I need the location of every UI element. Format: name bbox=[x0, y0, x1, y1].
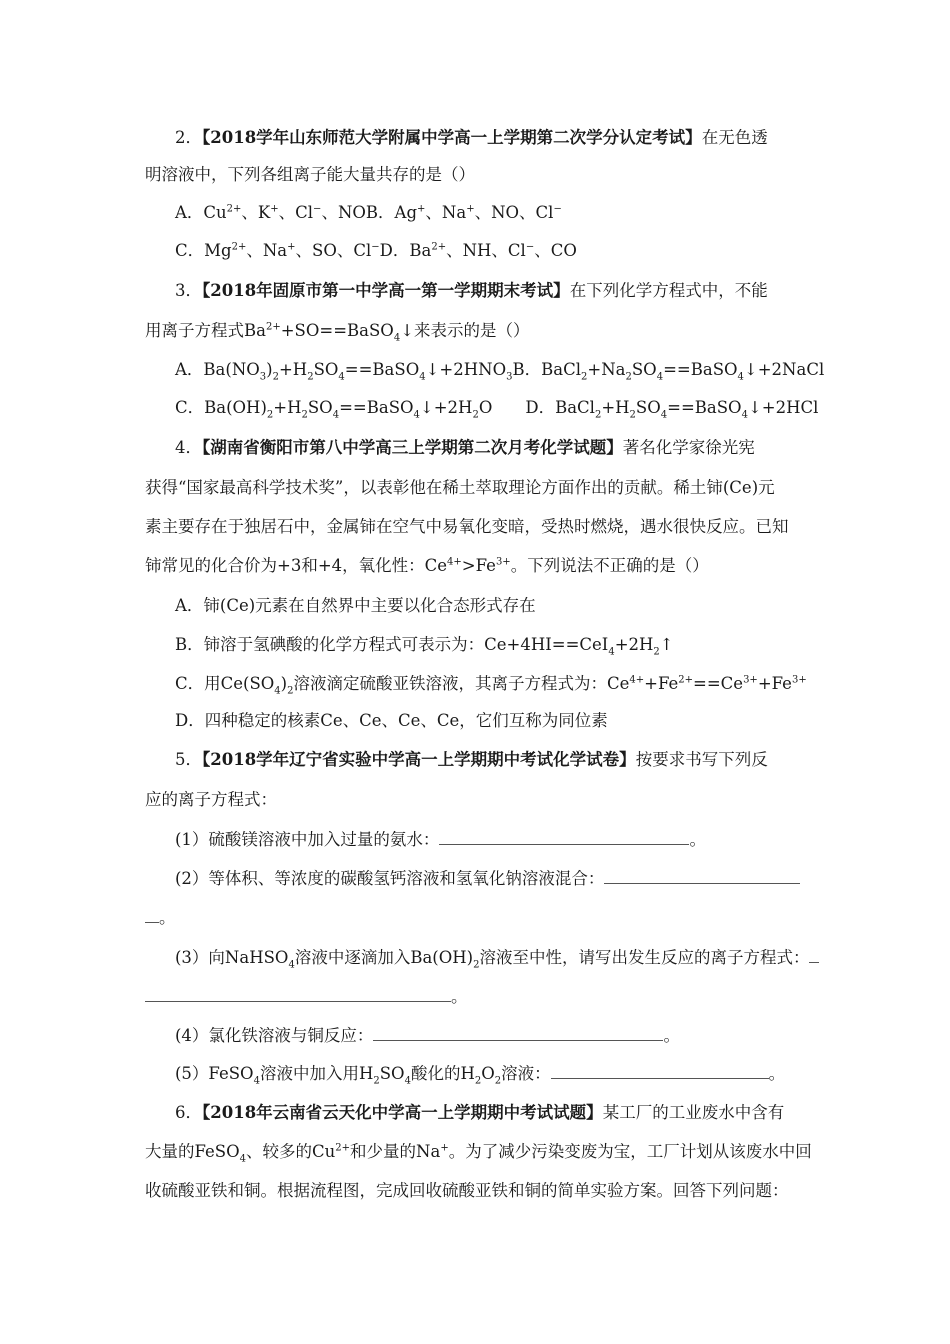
q5-sub: 2 bbox=[473, 959, 480, 971]
q4-option-b bbox=[175, 634, 810, 656]
q5-stem: 应的离子方程式： bbox=[145, 790, 277, 809]
q3-sub: 4 bbox=[656, 371, 664, 383]
q6-sup: + bbox=[440, 1142, 449, 1154]
q2-text: C．Mg bbox=[175, 241, 232, 260]
q3-line-1 bbox=[175, 280, 810, 302]
q2-stem: 在无色透 bbox=[701, 128, 768, 147]
q3-sub: 4 bbox=[737, 371, 744, 383]
q4-source: 【湖南省衡阳市第八中学高三上学期第二次月考化学试题】 bbox=[202, 438, 623, 457]
q2-text: 、K bbox=[241, 203, 271, 222]
q4-sub: 2 bbox=[653, 646, 660, 658]
q3-text: +SO==BaSO bbox=[280, 321, 394, 340]
q4-line-1 bbox=[175, 437, 810, 459]
q3-sub: 2 bbox=[629, 409, 636, 421]
q3-text: B．BaCl bbox=[512, 360, 581, 379]
q3-text: SO bbox=[307, 398, 333, 417]
q5-text: 溶液中加入用H bbox=[259, 1064, 374, 1083]
q3-source: 【2018年固原市第一中学高一第一学期期末考试】 bbox=[202, 281, 570, 300]
q5-item-2 bbox=[175, 867, 810, 890]
q2-text: 、CO bbox=[534, 241, 577, 260]
q5-item-3 bbox=[175, 946, 810, 969]
q2-sup: − bbox=[313, 203, 322, 215]
q3-sub: 4 bbox=[741, 409, 748, 421]
q3-text: ==BaSO bbox=[339, 398, 414, 417]
q4-text: +2H bbox=[614, 635, 654, 654]
q3-text: ↓+2NaCl bbox=[743, 360, 825, 379]
q3-text: +H bbox=[273, 398, 302, 417]
q3-sub: 2 bbox=[301, 409, 308, 421]
q3-sub: 2 bbox=[266, 409, 274, 421]
q5-sub: 2 bbox=[373, 1075, 380, 1087]
q2-sup: + bbox=[287, 241, 296, 253]
q4-line-4 bbox=[145, 555, 810, 577]
q3-line-2 bbox=[145, 320, 810, 342]
answer-blank[interactable] bbox=[551, 1062, 769, 1079]
q4-text: +Fe bbox=[757, 674, 792, 693]
q3-text: ==BaSO bbox=[663, 360, 738, 379]
answer-blank[interactable] bbox=[439, 828, 689, 845]
q2-sup: − bbox=[371, 241, 380, 253]
q2-text: 、SO、Cl bbox=[295, 241, 372, 260]
q4-sub: 2 bbox=[287, 685, 294, 697]
q5-text: 溶液至中性，请写出发生反应的离子方程式： bbox=[479, 948, 810, 967]
q3-text: ↓+2H bbox=[419, 398, 473, 417]
q5-source: 【2018学年辽宁省实验中学高一上学期期中考试化学试卷】 bbox=[202, 750, 636, 769]
answer-blank[interactable] bbox=[809, 946, 819, 963]
q3-sup: 2+ bbox=[265, 321, 281, 333]
q3-options-ab bbox=[175, 359, 825, 383]
answer-blank[interactable] bbox=[145, 906, 159, 923]
q4-line-2 bbox=[145, 477, 810, 499]
q5-text: 。 bbox=[663, 1026, 680, 1045]
q3-text: SO bbox=[313, 360, 339, 379]
q5-item-5 bbox=[175, 1062, 810, 1085]
q4-number: 4． bbox=[175, 438, 202, 457]
q4-sup: 2+ bbox=[678, 674, 694, 686]
q5-item-3-cont bbox=[145, 985, 810, 1008]
q2-options-ab bbox=[175, 202, 810, 224]
q2-text: 、NH、Cl bbox=[446, 241, 526, 260]
q3-text: SO bbox=[631, 360, 657, 379]
q5-text: 。 bbox=[451, 987, 468, 1006]
q2-text: 、NOB．Ag bbox=[321, 203, 418, 222]
q5-item-2-cont bbox=[145, 906, 810, 929]
q6-text: 、较多的Cu bbox=[246, 1142, 336, 1161]
q3-text: ==BaSO bbox=[344, 360, 420, 379]
q3-number: 3． bbox=[175, 281, 202, 300]
q4-text: 溶液滴定硫酸亚铁溶液，其离子方程式为：Ce bbox=[293, 674, 630, 693]
answer-blank[interactable] bbox=[604, 867, 800, 884]
q2-text: 、NO、Cl bbox=[474, 203, 554, 222]
q5-stem: 按要求书写下列反 bbox=[635, 750, 768, 769]
q5-sub: 4 bbox=[288, 959, 295, 971]
q3-sub: 2 bbox=[594, 409, 602, 421]
q2-sup: + bbox=[270, 203, 279, 215]
q3-options-cd bbox=[175, 397, 819, 421]
q3-text: +Na bbox=[587, 360, 626, 379]
q5-item-1 bbox=[175, 828, 810, 851]
q6-text: 大量的FeSO bbox=[145, 1142, 240, 1161]
q4-text: ==Ce bbox=[693, 674, 744, 693]
q4-text: >Fe bbox=[461, 556, 496, 575]
q4-stem: 获得“国家最高科学技术奖”，以表彰他在稀土萃取理论方面作出的贡献。稀土铈(Ce)元 bbox=[145, 478, 775, 497]
q4-text: 。下列说法不正确的是（） bbox=[510, 556, 709, 575]
q3-sub: 2 bbox=[307, 371, 314, 383]
q4-sup: 3+ bbox=[791, 674, 807, 686]
q5-text: (3）向NaHSO bbox=[175, 948, 289, 967]
q3-sub: 4 bbox=[338, 371, 345, 383]
q2-source: 【2018学年山东师范大学附属中学高一上学期第二次学分认定考试】 bbox=[202, 128, 702, 147]
q5-text: (5）FeSO bbox=[175, 1064, 254, 1083]
q4-option-a bbox=[175, 595, 810, 617]
q5-text: 。 bbox=[768, 1064, 786, 1083]
q5-sub: 2 bbox=[494, 1075, 502, 1087]
q4-sup: 4+ bbox=[447, 556, 462, 568]
q2-text: 、Na bbox=[246, 241, 288, 260]
q3-sub: 4 bbox=[660, 409, 668, 421]
q3-text: A．Ba(NO bbox=[175, 360, 260, 379]
q5-item-4 bbox=[175, 1024, 810, 1047]
q4-stem: 素主要存在于独居石中，金属铈在空气中易氧化变暗，受热时燃烧，遇水很快反应。已知 bbox=[145, 517, 789, 536]
q2-number: 2． bbox=[175, 128, 202, 147]
q5-line-1 bbox=[175, 749, 810, 771]
q4-option-c bbox=[175, 673, 810, 695]
q2-sup: + bbox=[466, 203, 475, 215]
q6-sup: 2+ bbox=[335, 1142, 351, 1154]
q4-sub: 4 bbox=[608, 646, 615, 658]
q5-text: O bbox=[481, 1064, 495, 1083]
q6-stem: 某工厂的工业废水中含有 bbox=[602, 1103, 785, 1122]
q5-sub: 4 bbox=[404, 1075, 411, 1087]
q5-line-2 bbox=[145, 789, 810, 811]
q4-text: D．四种稳定的核素Ce、Ce、Ce、Ce，它们互称为同位素 bbox=[175, 711, 608, 730]
q2-sup: − bbox=[553, 203, 562, 215]
q3-text: ==BaSO bbox=[667, 398, 742, 417]
q6-sub: 4 bbox=[239, 1153, 247, 1165]
q6-line-2 bbox=[145, 1141, 810, 1163]
q4-sub: 4 bbox=[274, 685, 281, 697]
q6-line-3 bbox=[145, 1180, 810, 1202]
q4-sup: 3+ bbox=[495, 556, 511, 568]
q5-text: 酸化的H bbox=[410, 1064, 475, 1083]
q4-sup: 3+ bbox=[743, 674, 758, 686]
q3-sub: 2 bbox=[472, 409, 479, 421]
q4-sup: 4+ bbox=[629, 674, 645, 686]
q3-sub: 2 bbox=[581, 371, 588, 383]
q3-text: SO bbox=[635, 398, 661, 417]
q5-text: (1）硫酸镁溶液中加入过量的氨水： bbox=[175, 830, 440, 849]
q4-text: 铈常见的化合价为+3和+4，氧化性：Ce bbox=[145, 556, 448, 575]
q3-sub: 3 bbox=[259, 371, 267, 383]
q4-text: ) bbox=[280, 674, 288, 693]
q5-sub: 2 bbox=[474, 1075, 482, 1087]
q3-text: C．Ba(OH) bbox=[175, 398, 267, 417]
q3-text: ) bbox=[266, 360, 273, 379]
q6-text: 和少量的Na bbox=[350, 1142, 441, 1161]
q5-text: 。 bbox=[159, 908, 176, 927]
q4-text: ↑ bbox=[659, 635, 674, 654]
q2-sup: 2+ bbox=[226, 203, 242, 215]
q6-number: 6． bbox=[175, 1103, 202, 1122]
q4-text: +Fe bbox=[644, 674, 679, 693]
q3-text: ↓来表示的是（） bbox=[400, 321, 530, 340]
q2-text: D．Ba bbox=[379, 241, 432, 260]
answer-blank[interactable] bbox=[373, 1024, 663, 1041]
q5-text: 溶液中逐滴加入Ba(OH) bbox=[294, 948, 474, 967]
q3-sub: 2 bbox=[625, 371, 632, 383]
q2-text: 、Cl bbox=[278, 203, 314, 222]
q3-stem: 在下列化学方程式中，不能 bbox=[569, 281, 768, 300]
q2-line-1 bbox=[175, 127, 810, 149]
q2-options-cd bbox=[175, 240, 810, 262]
q2-text: 、Na bbox=[425, 203, 467, 222]
q3-sub: 2 bbox=[272, 371, 279, 383]
q5-number: 5． bbox=[175, 750, 202, 769]
answer-blank[interactable] bbox=[145, 985, 451, 1002]
q3-text: +H bbox=[601, 398, 630, 417]
q3-text: ↓+2HNO bbox=[425, 360, 507, 379]
q3-sub: 3 bbox=[506, 371, 513, 383]
q2-sup: + bbox=[417, 203, 426, 215]
q4-text: C．用Ce(SO bbox=[175, 674, 275, 693]
q4-text: B．铈溶于氢碘酸的化学方程式可表示为：Ce+4HI==CeI bbox=[175, 635, 609, 654]
q2-stem-cont: 明溶液中，下列各组离子能大量共存的是（） bbox=[145, 165, 475, 184]
q2-sup: 2+ bbox=[231, 241, 247, 253]
q6-source: 【2018年云南省云天化中学高一上学期期中考试试题】 bbox=[202, 1103, 603, 1122]
q6-line-1 bbox=[175, 1102, 810, 1124]
q3-sub: 4 bbox=[393, 332, 401, 344]
q4-line-3 bbox=[145, 516, 810, 538]
q5-text: 。 bbox=[689, 830, 706, 849]
q2-sup: 2+ bbox=[431, 241, 447, 253]
q4-option-d bbox=[175, 710, 810, 732]
q6-stem: 收硫酸亚铁和铜。根据流程图，完成回收硫酸亚铁和铜的简单实验方案。回答下列问题： bbox=[145, 1181, 789, 1200]
q3-sub: 4 bbox=[419, 371, 426, 383]
q3-sub: 4 bbox=[413, 409, 420, 421]
q3-text: O D．BaCl bbox=[478, 398, 595, 417]
q3-text: +H bbox=[278, 360, 308, 379]
q3-text: 用离子方程式Ba bbox=[145, 321, 266, 340]
q2-sup: − bbox=[525, 241, 535, 253]
q3-text: ↓+2HCl bbox=[747, 398, 819, 417]
q5-text: 溶液： bbox=[501, 1064, 551, 1083]
q2-text: A．Cu bbox=[175, 203, 227, 222]
q5-sub: 4 bbox=[253, 1075, 260, 1087]
q2-line-2 bbox=[145, 164, 810, 186]
q3-sub: 4 bbox=[332, 409, 340, 421]
q4-text: A．铈(Ce)元素在自然界中主要以化合态形式存在 bbox=[175, 596, 536, 615]
q5-text: SO bbox=[379, 1064, 405, 1083]
q5-text: (4）氯化铁溶液与铜反应： bbox=[175, 1026, 374, 1045]
q4-stem: 著名化学家徐光宪 bbox=[622, 438, 755, 457]
q6-text: 。为了减少污染变废为宝，工厂计划从该废水中回 bbox=[448, 1142, 812, 1161]
q5-text: (2）等体积、等浓度的碳酸氢钙溶液和氢氧化钠溶液混合： bbox=[175, 869, 605, 888]
